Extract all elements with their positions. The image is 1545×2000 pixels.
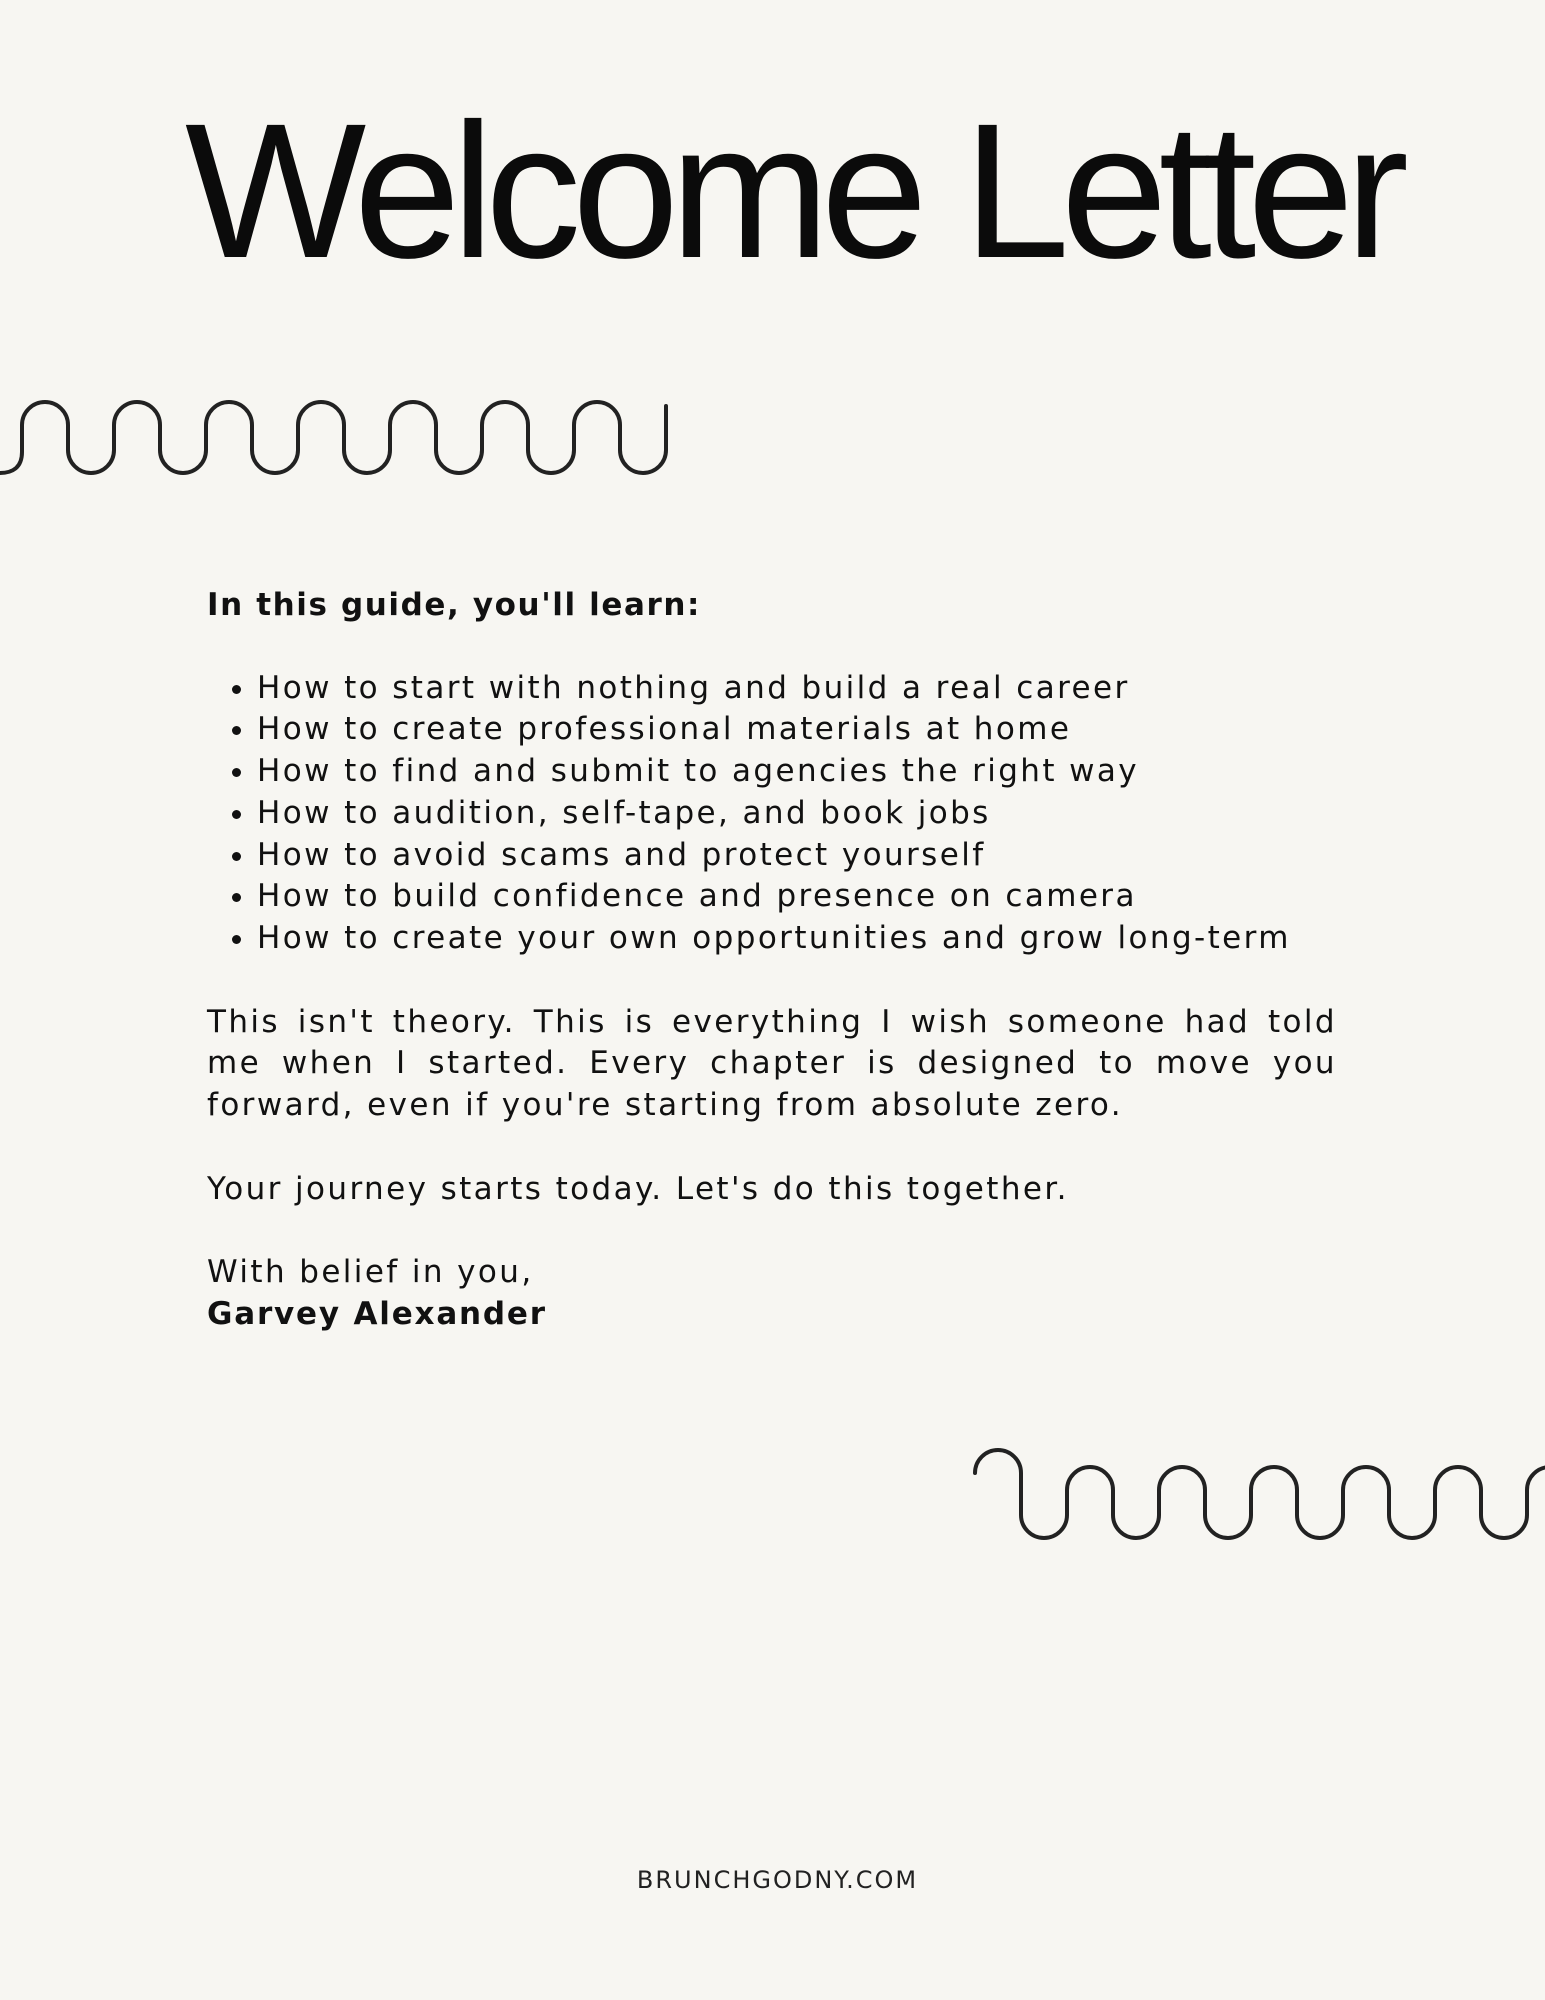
learn-list [207, 668, 1337, 960]
list-item: • How to build confidence and presence on camera [257, 876, 1337, 918]
list-item: • How to start with nothing and build a real career [257, 668, 1337, 710]
body-paragraph: This isn't theory. This is everything I wish someone had told me when I started. Every chapter is designed to move you forward, even if you're starting from absolute zero. [207, 1003, 1337, 1124]
squiggle-wave-top-icon [0, 380, 670, 480]
signoff: With belief in you, [207, 1254, 534, 1291]
footer-website: BRUNCHGODNY.COM [636, 1866, 919, 1894]
intro-heading: In this guide, you'll learn: [207, 587, 702, 623]
squiggle-wave-bottom-icon [970, 1445, 1545, 1545]
page-title: Welcome Letter [185, 83, 1400, 298]
list-item: • How to find and submit to agencies the right way [257, 751, 1337, 793]
list-item: • How to avoid scams and protect yourself [257, 835, 1337, 877]
list-item: • How to create professional materials at home [257, 709, 1337, 751]
closing-paragraph: Your journey starts today. Let's do this together. [207, 1170, 1069, 1207]
signature: Garvey Alexander [207, 1296, 547, 1333]
letter-body [207, 585, 1337, 1336]
list-item: • How to create your own opportunities and grow long-term [257, 918, 1337, 960]
list-item: • How to audition, self-tape, and book jobs [257, 793, 1337, 835]
